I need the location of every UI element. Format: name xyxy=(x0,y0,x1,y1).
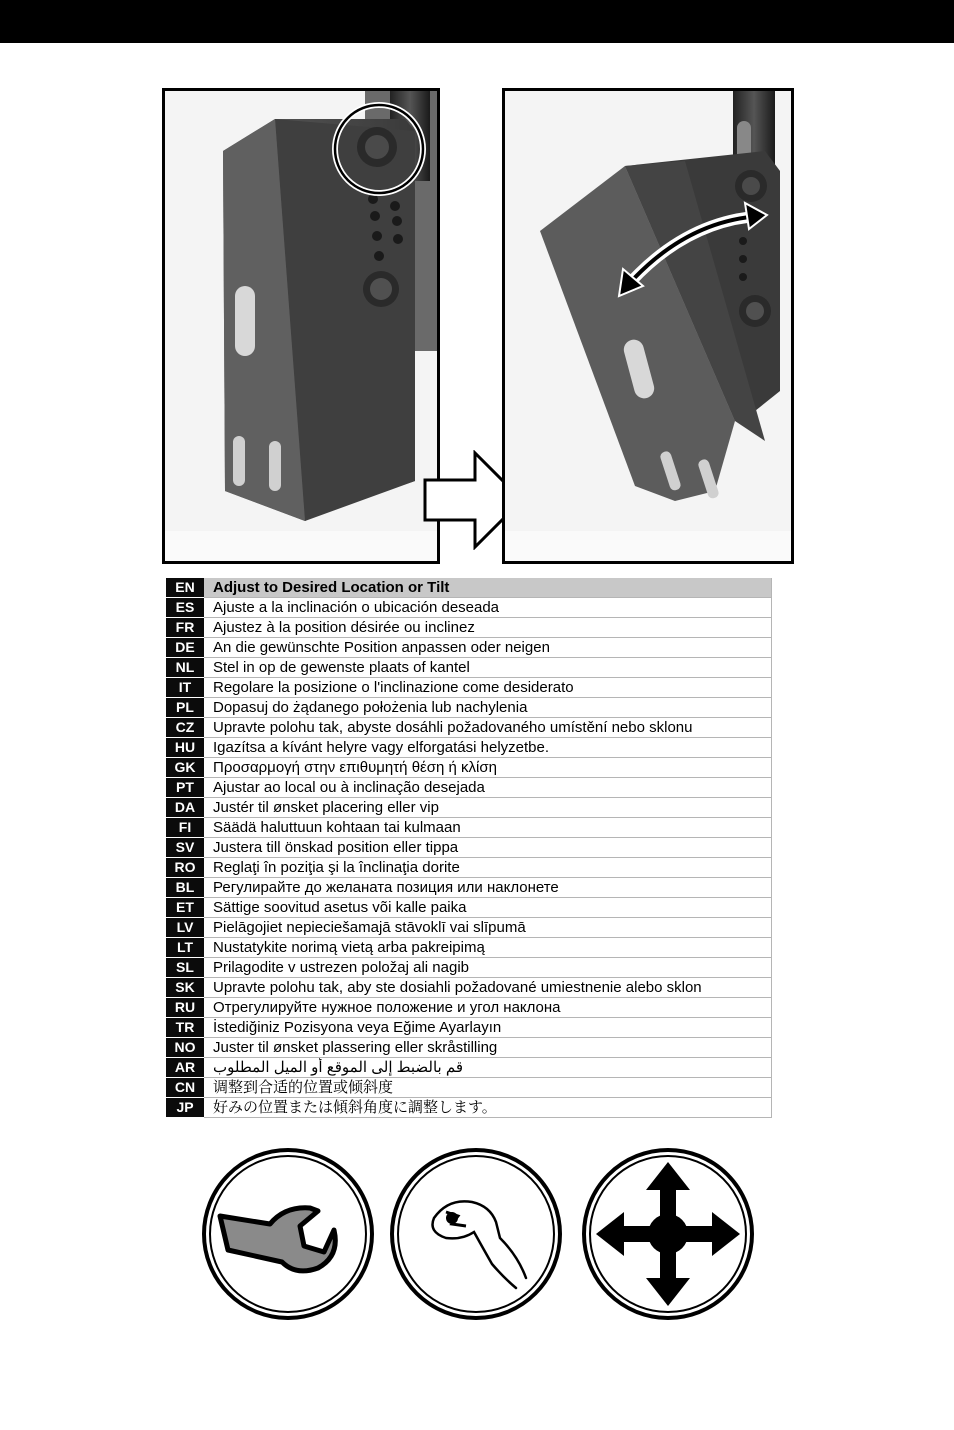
language-code: GK xyxy=(166,758,204,778)
instruction-text: Juster til ønsket plassering eller skråstilling xyxy=(204,1038,772,1058)
instruction-text: İstediğiniz Pozisyona veya Eğime Ayarlayın xyxy=(204,1018,772,1038)
top-header-bar xyxy=(0,0,954,43)
instruction-text: Reglaţi în poziţia şi la înclinaţia dorite xyxy=(204,858,772,878)
instruction-text: Stel in op de gewenste plaats of kantel xyxy=(204,658,772,678)
instruction-row xyxy=(166,978,772,998)
language-code: SL xyxy=(166,958,204,978)
language-code: DA xyxy=(166,798,204,818)
move-arrows-icon xyxy=(580,1146,756,1322)
language-code: JP xyxy=(166,1098,204,1118)
instruction-row xyxy=(166,718,772,738)
instruction-row xyxy=(166,998,772,1018)
language-code: RU xyxy=(166,998,204,1018)
instruction-text: Justér til ønsket placering eller vip xyxy=(204,798,772,818)
language-code: ET xyxy=(166,898,204,918)
instruction-text: 好みの位置または傾斜角度に調整します。 xyxy=(204,1098,772,1118)
instruction-row xyxy=(166,778,772,798)
language-code: FI xyxy=(166,818,204,838)
instruction-row xyxy=(166,738,772,758)
instruction-text: Προσαρμογή στην επιθυμητή θέση ή κλίση xyxy=(204,758,772,778)
instruction-text: Justera till önskad position eller tippa xyxy=(204,838,772,858)
instruction-text: 调整到合适的位置或倾斜度 xyxy=(204,1078,772,1098)
language-code: HU xyxy=(166,738,204,758)
language-code: RO xyxy=(166,858,204,878)
language-code: NO xyxy=(166,1038,204,1058)
instruction-row xyxy=(166,838,772,858)
language-code: TR xyxy=(166,1018,204,1038)
hand-tighten-icon xyxy=(388,1146,564,1322)
instruction-text: Sättige soovitud asetus või kalle paika xyxy=(204,898,772,918)
bracket-photo-tilted xyxy=(502,88,794,564)
instruction-text: Nustatykite norimą vietą arba pakreipimą xyxy=(204,938,772,958)
instruction-text: Pielāgojiet nepieciešamajā stāvoklī vai slīpumā xyxy=(204,918,772,938)
instruction-row xyxy=(166,678,772,698)
language-code: FR xyxy=(166,618,204,638)
instruction-row xyxy=(166,918,772,938)
language-code: PT xyxy=(166,778,204,798)
language-code: NL xyxy=(166,658,204,678)
wrench-icon xyxy=(200,1146,376,1322)
instruction-row xyxy=(166,1038,772,1058)
instruction-row xyxy=(166,598,772,618)
instruction-row xyxy=(166,818,772,838)
language-code: BL xyxy=(166,878,204,898)
instruction-row xyxy=(166,878,772,898)
language-code: SK xyxy=(166,978,204,998)
instruction-row xyxy=(166,938,772,958)
instruction-text: Säädä haluttuun kohtaan tai kulmaan xyxy=(204,818,772,838)
language-code: EN xyxy=(166,578,204,598)
instruction-text: Upravte polohu tak, abyste dosáhli požadovaného umístění nebo sklonu xyxy=(204,718,772,738)
instruction-row xyxy=(166,898,772,918)
language-code: DE xyxy=(166,638,204,658)
instruction-row xyxy=(166,658,772,678)
language-code: LV xyxy=(166,918,204,938)
language-code: PL xyxy=(166,698,204,718)
instruction-row xyxy=(166,698,772,718)
language-code: AR xyxy=(166,1058,204,1078)
instruction-row xyxy=(166,1078,772,1098)
instruction-row xyxy=(166,858,772,878)
instruction-text-rtl: قم بالضبط إلى الموقع أو الميل المطلوب xyxy=(213,1059,464,1076)
language-code: LT xyxy=(166,938,204,958)
instruction-text: Dopasuj do żądanego położenia lub nachylenia xyxy=(204,698,772,718)
instruction-text: Регулирайте до желаната позиция или наклонете xyxy=(204,878,772,898)
instruction-row xyxy=(166,638,772,658)
instruction-text: Adjust to Desired Location or Tilt xyxy=(204,578,772,598)
instruction-row xyxy=(166,958,772,978)
instruction-row xyxy=(166,578,772,598)
language-code: ES xyxy=(166,598,204,618)
instruction-row xyxy=(166,1058,772,1078)
instruction-text: Igazítsa a kívánt helyre vagy elforgatási helyzetbe. xyxy=(204,738,772,758)
language-code: CZ xyxy=(166,718,204,738)
language-code: IT xyxy=(166,678,204,698)
instruction-text: Ajuste a la inclinación o ubicación deseada xyxy=(204,598,772,618)
instruction-text: Prilagodite v ustrezen položaj ali nagib xyxy=(204,958,772,978)
language-code: SV xyxy=(166,838,204,858)
instruction-row xyxy=(166,758,772,778)
language-code: CN xyxy=(166,1078,204,1098)
bracket-photo-before xyxy=(162,88,440,564)
instruction-text: An die gewünschte Position anpassen oder neigen xyxy=(204,638,772,658)
instruction-language-table xyxy=(166,578,772,1118)
instruction-text: Ajustar ao local ou à inclinação desejada xyxy=(204,778,772,798)
instruction-text xyxy=(204,1058,772,1078)
instruction-text: Regolare la posizione o l'inclinazione come desiderato xyxy=(204,678,772,698)
instruction-row xyxy=(166,1018,772,1038)
instruction-text: Ajustez à la position désirée ou inclinez xyxy=(204,618,772,638)
instruction-row xyxy=(166,798,772,818)
instruction-text: Отрегулируйте нужное положение и угол наклона xyxy=(204,998,772,1018)
instruction-row xyxy=(166,618,772,638)
instruction-text: Upravte polohu tak, aby ste dosiahli požadované umiestnenie alebo sklon xyxy=(204,978,772,998)
instruction-row xyxy=(166,1098,772,1118)
